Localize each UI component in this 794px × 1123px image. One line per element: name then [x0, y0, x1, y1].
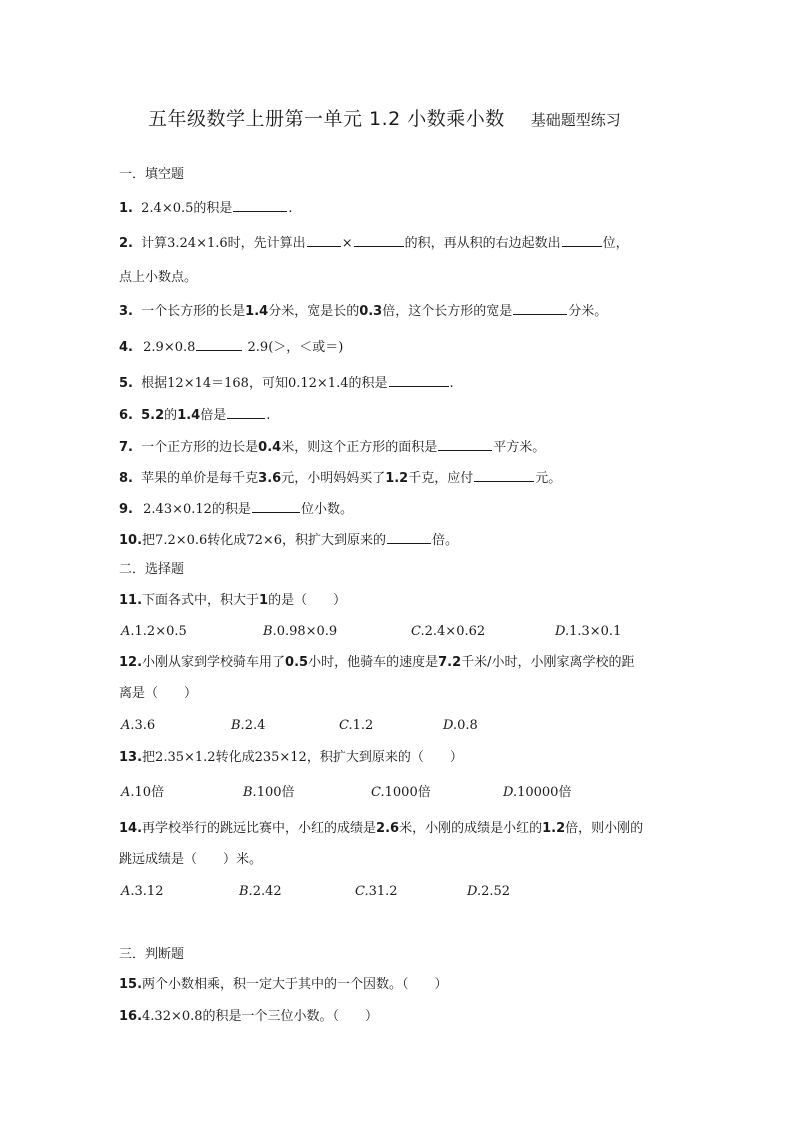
question-number: 11. — [119, 593, 143, 608]
question-number: 13. — [119, 750, 143, 765]
question-text: ，积扩大到原来的 — [282, 533, 387, 548]
question-text: 转化成 — [215, 750, 255, 765]
question-3 — [119, 301, 607, 321]
option-a[interactable] — [121, 717, 155, 735]
option-c[interactable] — [371, 784, 431, 802]
option-d[interactable] — [503, 784, 571, 802]
question-text: 米，则这个正方形的面积是 — [281, 440, 438, 455]
answer-blank[interactable] — [252, 499, 300, 513]
expression: 0.12×1.4 — [287, 376, 349, 391]
option-c[interactable] — [411, 623, 485, 641]
question-number: 2. — [119, 236, 133, 251]
question-text: 把 — [142, 533, 156, 548]
question-2-continued: 点上小数点。 — [119, 270, 198, 285]
question-text: (＞，＜或＝) — [268, 340, 344, 355]
question-text: ，可知 — [248, 376, 288, 391]
option-text: 1000倍 — [384, 785, 431, 800]
question-text: 分米，宽是长的 — [268, 304, 360, 319]
question-text: 位小数。 — [300, 502, 353, 517]
question-12-continued: 离是（ ） — [119, 686, 198, 701]
option-d[interactable] — [555, 623, 621, 641]
question-number: 15. — [119, 977, 143, 992]
option-letter: A. — [121, 624, 135, 639]
question-number: 3. — [119, 304, 133, 319]
question-text: 小刚从家到学校骑车用了 — [142, 655, 286, 670]
question-15 — [119, 976, 448, 994]
option-text: 0.8 — [457, 718, 478, 733]
question-text: 把 — [142, 750, 156, 765]
option-text: 10000倍 — [517, 785, 572, 800]
option-text: 31.2 — [368, 884, 398, 899]
option-c[interactable] — [339, 717, 373, 735]
question-text: 苹果的单价是每千克 — [141, 471, 259, 486]
question-text: 的积是 — [211, 502, 251, 517]
option-c[interactable] — [355, 883, 398, 901]
option-text: 0.98×0.9 — [276, 624, 338, 639]
question-text: 再学校举行的跳远比赛中，小红的成绩是 — [142, 821, 377, 836]
value: 1.2 — [385, 471, 409, 486]
option-letter: B. — [239, 884, 253, 899]
question-text: 的是（ ） — [268, 593, 347, 608]
title-main: 五年级数学上册第一单元 1.2 小数乘小数 — [148, 108, 505, 130]
question-text: 计算 — [141, 236, 168, 251]
section-fill-in: 一．填空题 — [119, 167, 185, 182]
question-text: 根据 — [141, 376, 168, 391]
question-text: 一个长方形的长是 — [141, 304, 246, 319]
value: 0.3 — [359, 304, 383, 319]
answer-blank[interactable] — [227, 405, 265, 419]
question-text: 分米。 — [568, 304, 608, 319]
question-text: 两个小数相乘，积一定大于其中的一个因数。（ ） — [142, 977, 448, 992]
page-title — [148, 104, 621, 131]
option-letter: C. — [371, 785, 385, 800]
option-text: 3.6 — [134, 718, 156, 733]
question-text: 转化成 — [207, 533, 247, 548]
option-a[interactable] — [121, 883, 163, 901]
option-letter: C. — [411, 624, 425, 639]
value: 1.2 — [542, 821, 566, 836]
question-text: 的 — [164, 408, 178, 423]
question-text: 倍。 — [432, 533, 459, 548]
question-14-continued: 跳远成绩是（ ）米。 — [119, 852, 263, 867]
expression: 4.32×0.8 — [142, 1009, 203, 1024]
value: 5.2 — [141, 408, 165, 423]
expression: 3.24×1.6 — [167, 236, 228, 251]
question-16 — [119, 1008, 378, 1026]
option-letter: D. — [503, 785, 518, 800]
question-text: 一个正方形的边长是 — [141, 440, 259, 455]
punctuation: . — [266, 408, 271, 423]
answer-blank[interactable] — [387, 530, 431, 544]
question-number: 6. — [119, 408, 133, 423]
value: 2.6 — [376, 821, 400, 836]
expression: 7.2×0.6 — [155, 533, 208, 548]
question-1 — [119, 198, 293, 218]
title-sub: 基础题型练习 — [530, 111, 621, 129]
expression: 2.9 — [247, 340, 269, 355]
option-a[interactable] — [121, 784, 164, 802]
expression: 235×12 — [254, 750, 307, 765]
expression: 72×6 — [246, 533, 283, 548]
answer-blank[interactable] — [513, 301, 567, 315]
option-d[interactable] — [443, 717, 478, 735]
question-12 — [119, 654, 635, 672]
question-text: 倍，则小刚的 — [565, 821, 644, 836]
option-letter: D. — [467, 884, 482, 899]
question-text: 的积是一个三位小数。（ ） — [202, 1009, 379, 1024]
option-text: 2.4×0.62 — [424, 624, 486, 639]
question-text: 时，先计算出 — [227, 236, 306, 251]
option-text: 100倍 — [256, 785, 295, 800]
question-9 — [119, 499, 353, 519]
value: 3.6 — [258, 471, 282, 486]
question-number: 7. — [119, 440, 133, 455]
question-11 — [119, 592, 346, 610]
option-b[interactable] — [243, 784, 295, 802]
option-text: 1.2 — [352, 718, 374, 733]
question-number: 16. — [119, 1009, 143, 1024]
option-letter: C. — [355, 884, 369, 899]
option-text: 3.12 — [134, 884, 164, 899]
question-text: 的积，再从积的右边起数出 — [404, 236, 561, 251]
question-14 — [119, 820, 643, 838]
option-text: 10倍 — [134, 785, 165, 800]
expression: 2.4×0.5 — [141, 201, 194, 216]
question-number: 10. — [119, 533, 143, 548]
option-letter: B. — [243, 785, 257, 800]
question-4 — [119, 337, 343, 357]
question-text: 的积是 — [193, 201, 233, 216]
question-text: 倍，这个长方形的宽是 — [382, 304, 513, 319]
question-number: 4. — [119, 340, 133, 355]
question-text: 元。 — [535, 471, 562, 486]
option-b[interactable] — [239, 883, 282, 901]
option-letter: A. — [121, 718, 135, 733]
question-8 — [119, 468, 561, 488]
option-d[interactable] — [467, 883, 510, 901]
expression: 2.9×0.8 — [143, 340, 196, 355]
question-10 — [119, 530, 458, 550]
option-text: 2.42 — [252, 884, 282, 899]
question-text: 倍是 — [200, 408, 227, 423]
answer-blank[interactable] — [307, 233, 341, 247]
value: 1 — [259, 593, 269, 608]
question-text: 下面各式中，积大于 — [142, 593, 260, 608]
option-letter: D. — [555, 624, 570, 639]
punctuation: . — [288, 201, 293, 216]
question-text: 位， — [602, 236, 629, 251]
section-true-false: 三．判断题 — [119, 947, 185, 962]
question-number: 12. — [119, 655, 143, 670]
option-b[interactable] — [263, 623, 337, 641]
question-2 — [119, 233, 629, 253]
option-letter: C. — [339, 718, 353, 733]
option-b[interactable] — [231, 717, 265, 735]
option-letter: D. — [443, 718, 458, 733]
question-text: 小时，他骑车的速度是 — [308, 655, 439, 670]
question-text: 千克，应付 — [408, 471, 474, 486]
question-13 — [119, 749, 463, 767]
value: 7.2 — [438, 655, 462, 670]
option-letter: A. — [121, 884, 135, 899]
section-multiple-choice: 二．选择题 — [119, 562, 185, 577]
question-text: 千米/小时，小刚家离学校的距 — [461, 655, 635, 670]
punctuation: . — [449, 376, 454, 391]
times-sign: × — [341, 236, 353, 251]
question-text: 的积是 — [348, 376, 388, 391]
answer-blank[interactable] — [562, 233, 602, 247]
question-text: 米，小刚的成绩是小红的 — [399, 821, 543, 836]
option-text: 1.2×0.5 — [134, 624, 187, 639]
option-text: 1.3×0.1 — [569, 624, 622, 639]
option-letter: B. — [263, 624, 277, 639]
expression: 2.43×0.12 — [143, 502, 212, 517]
question-number: 9. — [119, 502, 133, 517]
question-6 — [119, 405, 270, 425]
answer-blank[interactable] — [196, 337, 242, 351]
question-number: 8. — [119, 471, 133, 486]
option-a[interactable] — [121, 623, 187, 641]
question-text: 元，小明妈妈买了 — [281, 471, 386, 486]
option-text: 2.4 — [244, 718, 266, 733]
option-text: 2.52 — [481, 884, 511, 899]
value: 0.5 — [285, 655, 309, 670]
value: 1.4 — [245, 304, 269, 319]
question-text: 平方米。 — [493, 440, 546, 455]
answer-blank[interactable] — [438, 437, 492, 451]
answer-blank[interactable] — [474, 468, 534, 482]
answer-blank[interactable] — [233, 198, 287, 212]
answer-blank[interactable] — [389, 373, 449, 387]
question-5 — [119, 373, 454, 393]
question-number: 5. — [119, 376, 133, 391]
option-letter: A. — [121, 785, 135, 800]
expression: 12×14＝168 — [167, 376, 249, 391]
question-text: ，积扩大到原来的（ ） — [306, 750, 463, 765]
question-number: 14. — [119, 821, 143, 836]
value: 0.4 — [258, 440, 282, 455]
question-7 — [119, 437, 545, 457]
question-number: 1. — [119, 201, 133, 216]
value: 1.4 — [177, 408, 201, 423]
option-letter: B. — [231, 718, 245, 733]
answer-blank[interactable] — [354, 233, 404, 247]
expression: 2.35×1.2 — [155, 750, 216, 765]
